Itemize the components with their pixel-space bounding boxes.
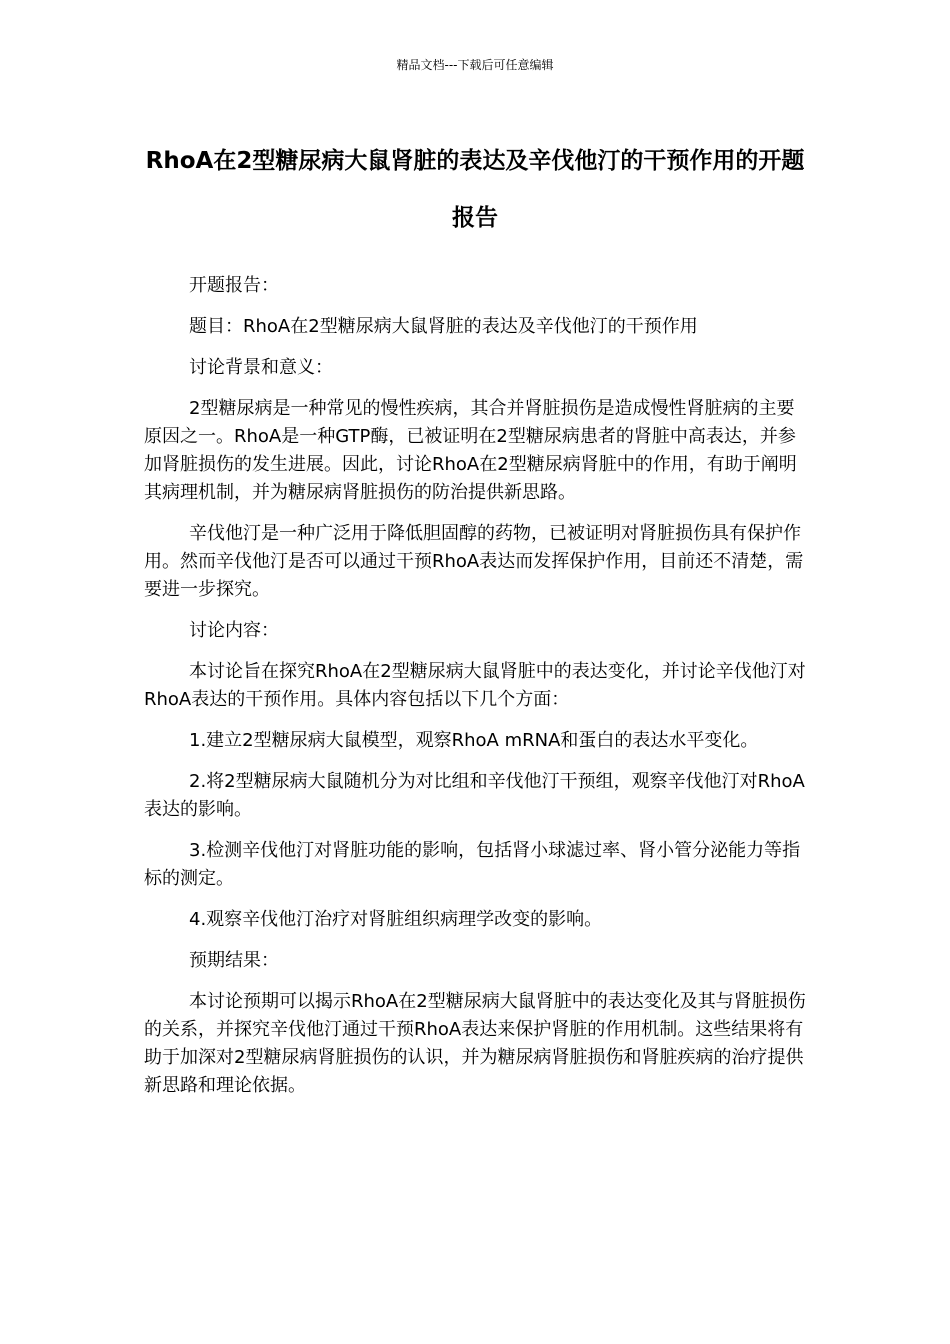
expected-results-paragraph: 本讨论预期可以揭示RhoA在2型糖尿病大鼠肾脏中的表达变化及其与肾脏损伤的关系，并探究辛伐他汀通过干预RhoA表达来保护肾脏的作用机制。这些结果将有助于加深对2型糖尿病肾脏损伤的认识，并为糖尿病肾脏损伤和肾脏疾病的治疗提供新思路和理论依据。 [144, 991, 806, 1096]
content-item-3: 3.检测辛伐他汀对肾脏功能的影响，包括肾小球滤过率、肾小管分泌能力等指标的测定。 [144, 840, 801, 889]
background-paragraph-2: 辛伐他汀是一种广泛用于降低胆固醇的药物，已被证明对肾脏损伤具有保护作用。然而辛伐他汀是否可以通过干预RhoA表达而发挥保护作用，目前还不清楚，需要进一步探究。 [144, 523, 804, 600]
page-header: 精品文档---下载后可任意编辑 [396, 58, 554, 72]
topic-line: 题目：RhoA在2型糖尿病大鼠肾脏的表达及辛伐他汀的干预作用 [189, 316, 698, 337]
content-item-2: 2.将2型糖尿病大鼠随机分为对比组和辛伐他汀干预组，观察辛伐他汀对RhoA表达的影响。 [144, 771, 805, 820]
content-item-4: 4.观察辛伐他汀治疗对肾脏组织病理学改变的影响。 [189, 909, 603, 930]
document-body [144, 272, 808, 1113]
heading-background: 讨论背景和意义： [189, 357, 333, 378]
heading-report: 开题报告： [189, 275, 279, 296]
document-title: RhoA在2型糖尿病大鼠肾脏的表达及辛伐他汀的干预作用的开题报告 [145, 148, 805, 231]
heading-expected-results: 预期结果： [189, 950, 279, 971]
heading-content: 讨论内容： [189, 620, 279, 641]
background-paragraph-1: 2型糖尿病是一种常见的慢性疾病，其合并肾脏损伤是造成慢性肾脏病的主要原因之一。RhoA是一种GTP酶，已被证明在2型糖尿病患者的肾脏中高表达，并参加肾脏损伤的发生进展。因此，讨论RhoA在2型糖尿病肾脏中的作用，有助于阐明其病理机制，并为糖尿病肾脏损伤的防治提供新思路。 [144, 398, 797, 503]
content-intro: 本讨论旨在探究RhoA在2型糖尿病大鼠肾脏中的表达变化，并讨论辛伐他汀对RhoA表达的干预作用。具体内容包括以下几个方面： [144, 661, 806, 710]
content-item-1: 1.建立2型糖尿病大鼠模型，观察RhoA mRNA和蛋白的表达水平变化。 [189, 730, 759, 751]
